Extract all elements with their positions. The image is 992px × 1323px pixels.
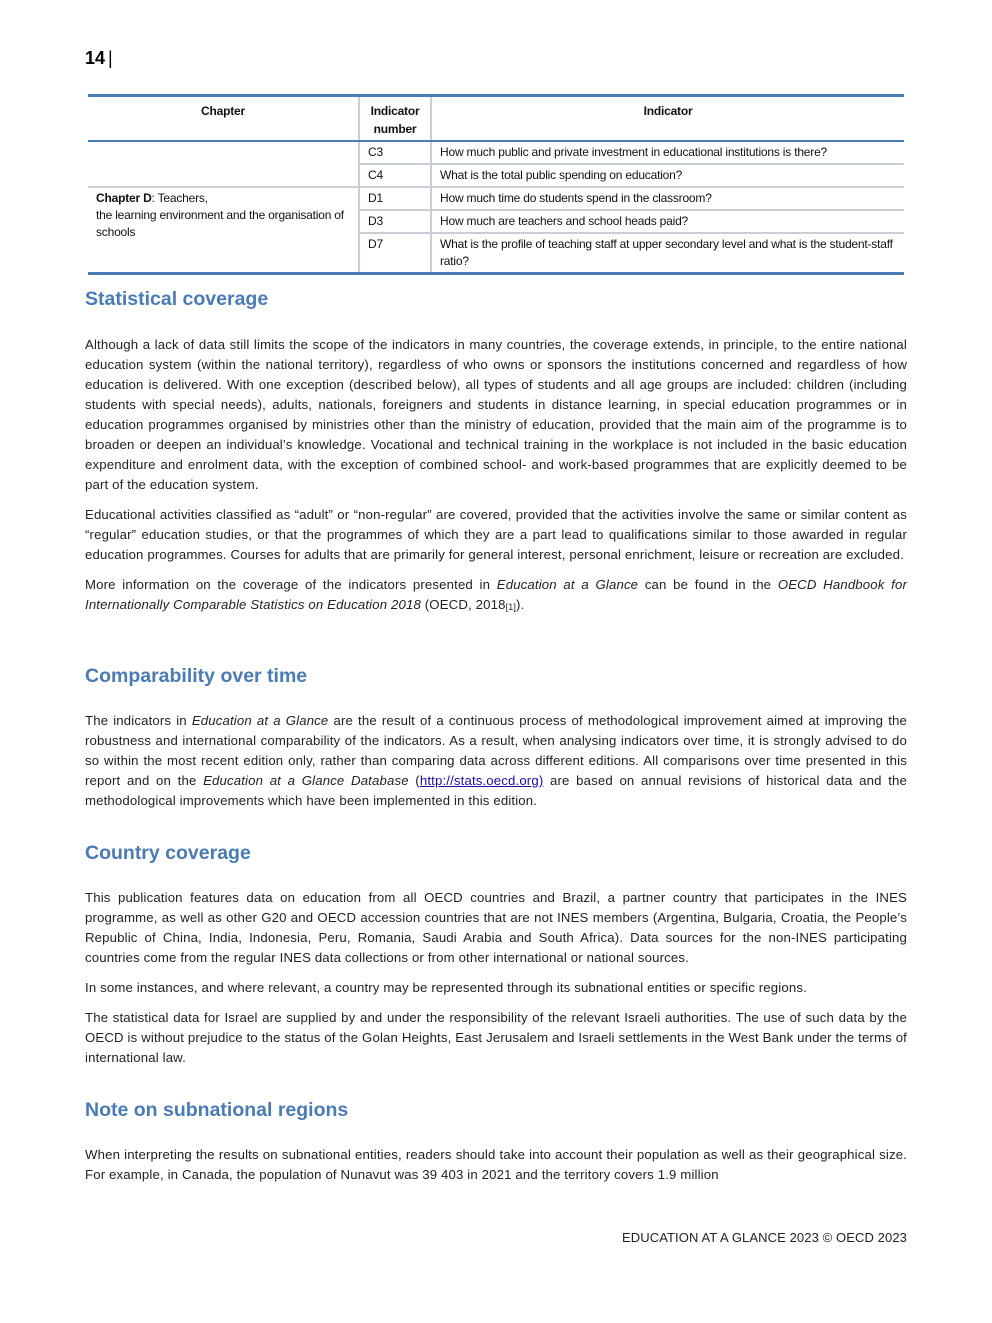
column-header-indicator-number — [359, 96, 431, 142]
publication-title: Education at a Glance — [496, 577, 639, 592]
text-span: The indicators in — [85, 713, 192, 728]
column-header-indicator: Indicator — [431, 96, 904, 142]
database-title: Education at a Glance Database — [203, 773, 409, 788]
section-body-comparability — [85, 711, 907, 821]
paragraph: Although a lack of data still limits the scope of the indicators in many countries, the coverage extends, in principle, to the entire national education system (within the national territory), regardless of who owns or sponsors the institutions concerned and regardless of how education is delivered. With one exception (described below), all types of students and all age groups are included: children (including students with special needs), adults, nationals, foreigners and students in distance learning, in special education programmes or in education programmes organised by ministries other than the ministry of education, provided that the main aim of the programme is to broaden or deepen an individual’s knowledge. Vocational and technical training in the workplace is not included in the basic education expenditure and enrolment data, with the exception of combined school- and work-based programmes that are explicitly deemed to be part of the education system. — [85, 337, 907, 492]
section-title-comparability: Comparability over time — [85, 665, 308, 687]
chapter-d-title-part2: the learning environment and the organisation of schools — [96, 208, 344, 239]
paragraph — [85, 711, 907, 811]
table-row — [88, 187, 904, 210]
text-span: ). — [516, 597, 525, 612]
section-body-subnational — [85, 1145, 907, 1195]
handbook-title: OECD Handbook for Internationally Comparable Statistics on Education 2018 — [85, 577, 907, 612]
section-body-country-coverage — [85, 888, 907, 1078]
indicator-number-cell: C3 — [359, 141, 431, 164]
paragraph: This publication features data on education from all OECD countries and Brazil, a partner country that participates in the INES programme, as well as other G20 and OECD accession countries that are not INES members (Argentina, Bulgaria, Croatia, the People’s Republic of China, India, Indonesia, Peru, Romania, Saudi Arabia and South Africa). Data sources for the non-INES participating countries come from the regular INES data collections or from other international or national sources. — [85, 890, 907, 965]
page-footer: EDUCATION AT A GLANCE 2023 © OECD 2023 — [621, 1230, 907, 1245]
chapter-d-title-part1: : Teachers, — [151, 191, 208, 205]
indicator-cell: How much are teachers and school heads paid? — [431, 210, 904, 233]
indicator-cell: How much time do students spend in the classroom? — [431, 187, 904, 210]
paragraph — [85, 575, 907, 617]
text-span: are based on annual revisions of historical data and the methodological improvements which have been implemented in this edition. — [85, 773, 907, 808]
table-row — [88, 141, 904, 164]
indicator-number-cell: C4 — [359, 164, 431, 187]
indicator-number-cell: D1 — [359, 187, 431, 210]
text-span: ( — [408, 773, 420, 788]
header-separator: | — [108, 48, 113, 68]
column-header-number-line2: number — [373, 122, 417, 136]
reference-marker[interactable]: [1] — [505, 602, 517, 612]
section-title-statistical-coverage: Statistical coverage — [85, 288, 269, 310]
indicator-table — [88, 94, 904, 275]
paragraph: Educational activities classified as “adult” or “non-regular” are covered, provided that the activities involve the same or similar content as “regular” education studies, or that the programmes of which they are a part lead to qualifications similar to those awarded in regular education programmes. Courses for adults that are primarily for general interest, personal enrichment, leisure or recreation are excluded. — [85, 507, 907, 562]
page-header — [85, 48, 113, 69]
text-span: are the result of a continuous process of methodological improvement aimed at improving the robustness and international comparability of the indicators. As a result, when analysing indicators over time, it is strongly advised to do so within the most recent edition only, rather than comparing data across different editions. All comparisons over time presented in this report and on the — [85, 713, 907, 788]
page-number: 14 — [85, 48, 106, 68]
chapter-d-label: Chapter D — [96, 191, 152, 205]
paragraph: The statistical data for Israel are supplied by and under the responsibility of the relevant Israeli authorities. The use of such data by the OECD is without prejudice to the status of the Golan Heights, East Jerusalem and Israeli settlements in the West Bank under the terms of international law. — [85, 1010, 907, 1065]
indicator-cell: How much public and private investment in educational institutions is there? — [431, 141, 904, 164]
indicator-number-cell: D7 — [359, 233, 431, 274]
indicator-number-cell: D3 — [359, 210, 431, 233]
text-span: More information on the coverage of the indicators presented in — [85, 577, 497, 592]
chapter-d-cell — [88, 187, 359, 274]
indicator-cell: What is the profile of teaching staff at upper secondary level and what is the student-staff ratio? — [440, 237, 893, 268]
oecd-stats-link[interactable]: http://stats.oecd.org) — [419, 773, 544, 788]
paragraph: When interpreting the results on subnational entities, readers should take into account their population as well as their geographical size. For example, in Canada, the population of Nunavut was 39 403 in 2021 and the territory covers 1.9 million — [85, 1147, 907, 1182]
section-title-country-coverage: Country coverage — [85, 842, 251, 864]
column-header-number-line1: Indicator — [370, 104, 420, 118]
column-header-chapter: Chapter — [88, 96, 359, 142]
section-title-subnational: Note on subnational regions — [85, 1099, 349, 1121]
indicator-cell: What is the total public spending on education? — [431, 164, 904, 187]
section-body-statistical-coverage — [85, 335, 907, 627]
text-span: can be found in the — [638, 577, 778, 592]
table-header-row — [88, 96, 904, 142]
paragraph: In some instances, and where relevant, a country may be represented through its subnational entities or specific regions. — [85, 980, 807, 995]
text-span: (OECD, 2018 — [420, 597, 506, 612]
chapter-cell-empty — [88, 141, 359, 187]
publication-title: Education at a Glance — [191, 713, 329, 728]
